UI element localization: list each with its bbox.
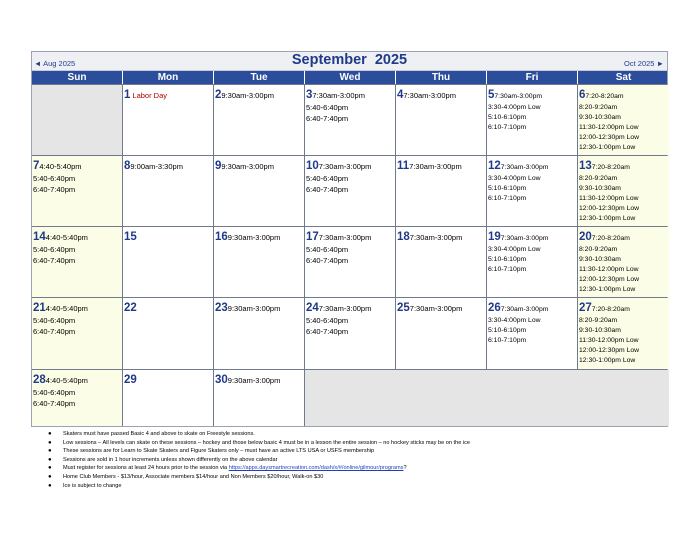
session-slot: 6:10-7:10pm xyxy=(488,266,527,273)
session-slot: 7:20-8:20am xyxy=(591,306,630,313)
note-item: ● Home Club Members - $13/hour, Associate members $14/hour and Non Members $20/hour, Walk-on $30 xyxy=(48,473,324,480)
day-number: 10 xyxy=(306,160,319,172)
session-list xyxy=(579,245,668,295)
note-item: ● Sessions are sold in 1 hour increments unless shown differently on the above calendar xyxy=(48,456,278,463)
day-cell[interactable] xyxy=(305,156,396,226)
session-slot: 5:40-6:40pm xyxy=(33,174,76,183)
calendar-title-bar xyxy=(32,52,667,71)
session-slot: 4:40-5:40pm xyxy=(45,304,88,313)
day-cell[interactable] xyxy=(214,298,305,369)
day-cell[interactable] xyxy=(396,227,487,297)
empty-day-cell xyxy=(305,370,669,426)
session-slot: 7:30am-3:00pm xyxy=(500,164,549,171)
note-item: ● Low sessions – All levels can skate on these sessions – hockey and those below basic 4 must be in a lesson the entire session – no hockey sticks may be on the ice xyxy=(48,439,471,446)
note-item: ● Skaters must have passed Basic 4 and above to skate on Freestyle sessions. xyxy=(48,431,255,437)
day-header xyxy=(488,298,576,316)
session-list xyxy=(488,174,576,204)
session-slot: 3:30-4:00pm Low xyxy=(488,317,541,324)
session-slot: 9:30-10:30am xyxy=(579,114,621,121)
day-cell[interactable] xyxy=(487,156,578,226)
session-slot: 7:20-8:20am xyxy=(585,93,624,100)
day-number: 19 xyxy=(488,231,501,243)
day-cell[interactable] xyxy=(214,85,305,155)
session-slot: 7:30am-3:00pm xyxy=(409,304,463,313)
day-cell[interactable] xyxy=(32,298,123,369)
session-slot: 5:40-6:40pm xyxy=(33,316,76,325)
week-row xyxy=(32,155,667,226)
dow-mon: Mon xyxy=(123,71,214,84)
session-slot: 4:40-5:40pm xyxy=(45,376,88,385)
day-header xyxy=(124,298,212,316)
session-slot: 9:30-10:30am xyxy=(579,185,621,192)
dow-sat: Sat xyxy=(615,72,632,83)
day-number: 14 xyxy=(33,231,46,243)
session-slot: 12:30-1:00pm Low xyxy=(579,215,636,222)
session-slot: 9:30am-3:00pm xyxy=(221,91,274,100)
session-slot: 8:20-9:20am xyxy=(579,175,618,182)
session-slot: 6:10-7:10pm xyxy=(488,337,527,344)
session-slot: 6:40-7:40pm xyxy=(306,255,349,265)
session-list xyxy=(488,245,576,275)
session-list xyxy=(33,388,121,409)
session-slot: 7:30am-3:00pm xyxy=(500,306,549,313)
day-header xyxy=(215,370,303,388)
day-number: 8 xyxy=(124,160,131,172)
day-number: 23 xyxy=(215,302,228,314)
day-number: 18 xyxy=(397,231,410,243)
session-slot: 6:40-7:40pm xyxy=(33,255,76,265)
session-slot: 12:00-12:30pm Low xyxy=(579,347,640,354)
day-number: 30 xyxy=(215,374,228,386)
session-slot: 7:30am-3:00pm xyxy=(312,91,365,100)
calendar xyxy=(31,51,668,427)
session-list xyxy=(33,245,121,266)
session-slot: 8:20-9:20am xyxy=(579,317,618,324)
day-number: 21 xyxy=(33,302,46,314)
week-row xyxy=(32,297,667,369)
week-row xyxy=(32,226,667,297)
day-cell[interactable] xyxy=(578,227,669,297)
day-cell[interactable] xyxy=(123,85,214,155)
day-number: 9 xyxy=(215,160,222,172)
day-cell[interactable] xyxy=(578,156,669,226)
session-slot: 5:40-6:40pm xyxy=(306,316,349,325)
day-header xyxy=(397,156,485,174)
day-header xyxy=(579,298,668,316)
bullet-icon: ● xyxy=(48,431,52,437)
day-number: 20 xyxy=(579,231,592,243)
session-slot: 6:10-7:10pm xyxy=(488,124,527,131)
day-header xyxy=(306,156,394,174)
session-slot: 5:40-6:40pm xyxy=(306,174,349,183)
session-slot: 12:00-12:30pm Low xyxy=(579,276,640,283)
session-slot: 9:00am-3:30pm xyxy=(130,162,183,171)
session-slot: 12:30-1:00pm Low xyxy=(579,286,636,293)
day-cell[interactable] xyxy=(305,227,396,297)
day-cell[interactable] xyxy=(578,298,669,369)
day-number: 1 xyxy=(124,89,131,101)
session-slot: 11:30-12:00pm Low xyxy=(579,266,639,273)
day-cell[interactable] xyxy=(123,156,214,226)
session-slot: 9:30-10:30am xyxy=(579,256,621,263)
empty-day-cell xyxy=(32,85,123,155)
note-item: ● Must register for sessions at least 24 hours prior to the session via https://apps.daysmartrecreation.com/dash/x/#/online/gilmour/programs? xyxy=(48,465,407,472)
session-slot: 5:10-6:10pm xyxy=(488,327,527,334)
session-slot: 11:30-12:00pm Low xyxy=(579,124,639,131)
session-slot: 6:40-7:40pm xyxy=(306,113,349,123)
session-slot: 9:30-10:30am xyxy=(579,327,621,334)
day-header xyxy=(215,298,303,316)
day-header xyxy=(33,227,121,245)
day-cell[interactable] xyxy=(487,85,578,155)
week-row xyxy=(32,369,667,426)
session-slot: 5:40-6:40pm xyxy=(33,388,76,397)
note-item: ● These sessions are for Learn to Skate Skaters and Figure Skaters only – must have an active LTS USA or USFS membership xyxy=(48,448,375,455)
session-slot: 12:30-1:00pm Low xyxy=(579,144,636,151)
session-slot: 12:30-1:00pm Low xyxy=(579,357,636,364)
session-list xyxy=(33,316,121,337)
session-slot: 7:30am-3:00pm xyxy=(318,304,372,313)
dow-thu: Thu xyxy=(396,71,487,84)
day-header xyxy=(488,85,576,103)
day-cell[interactable] xyxy=(305,298,396,369)
session-slot: 3:30-4:00pm Low xyxy=(488,104,541,111)
day-header xyxy=(488,227,576,245)
session-slot: 6:40-7:40pm xyxy=(306,184,349,194)
day-number: 13 xyxy=(579,160,592,172)
day-cell[interactable] xyxy=(396,156,487,226)
session-list xyxy=(306,174,394,195)
day-number: 28 xyxy=(33,374,46,386)
session-list xyxy=(579,103,668,153)
day-header xyxy=(579,156,668,174)
day-number: 15 xyxy=(124,231,137,243)
day-number: 17 xyxy=(306,231,319,243)
session-slot: 7:30am-3:00pm xyxy=(500,235,549,242)
session-slot: 9:30am-3:00pm xyxy=(227,376,281,385)
session-slot: 11:30-12:00pm Low xyxy=(579,337,639,344)
session-slot: 3:30-4:00pm Low xyxy=(488,175,541,182)
day-header xyxy=(579,85,668,103)
day-cell[interactable] xyxy=(396,298,487,369)
day-number: 22 xyxy=(124,302,137,314)
session-slot: 6:40-7:40pm xyxy=(306,326,349,336)
next-month-link[interactable]: Oct 2025 ► xyxy=(624,59,664,68)
session-slot: 12:00-12:30pm Low xyxy=(579,134,640,141)
day-cell[interactable] xyxy=(487,227,578,297)
dow-sun: Sun xyxy=(32,71,123,84)
bullet-icon: ● xyxy=(48,473,52,480)
day-number: 3 xyxy=(306,89,313,101)
prev-month-link[interactable]: ◄ Aug 2025 xyxy=(34,59,76,68)
notes-list xyxy=(48,430,668,490)
day-header xyxy=(397,298,485,316)
session-slot: 11:30-12:00pm Low xyxy=(579,195,639,202)
day-header xyxy=(397,85,485,103)
day-cell[interactable] xyxy=(123,298,214,369)
day-number: 29 xyxy=(124,374,137,386)
session-slot: 7:30am-3:00pm xyxy=(494,93,543,100)
session-slot: 9:30am-3:00pm xyxy=(227,233,281,242)
day-number: 5 xyxy=(488,89,495,101)
session-slot: 5:10-6:10pm xyxy=(488,114,527,121)
day-number: 26 xyxy=(488,302,501,314)
session-slot: 8:20-9:20am xyxy=(579,246,618,253)
session-slot: 7:30am-3:00pm xyxy=(318,233,372,242)
day-number: 25 xyxy=(397,302,410,314)
day-cell[interactable] xyxy=(214,156,305,226)
session-slot: 6:40-7:40pm xyxy=(33,326,76,336)
session-list xyxy=(579,316,668,366)
session-slot: 5:40-6:40pm xyxy=(306,103,349,112)
day-header xyxy=(397,227,485,245)
day-header xyxy=(124,227,212,245)
day-cell[interactable] xyxy=(214,370,305,426)
session-slot: 6:40-7:40pm xyxy=(33,398,76,408)
day-cell[interactable] xyxy=(305,85,396,155)
session-slot: 4:40-5:40pm xyxy=(45,233,88,242)
day-cell[interactable] xyxy=(578,85,669,155)
session-slot: 9:30am-3:00pm xyxy=(227,304,281,313)
session-slot: 6:10-7:10pm xyxy=(488,195,527,202)
day-header xyxy=(215,85,303,103)
day-number: 12 xyxy=(488,160,501,172)
bullet-icon: ● xyxy=(48,465,52,472)
day-number: 16 xyxy=(215,231,228,243)
day-header xyxy=(33,370,121,388)
day-cell[interactable] xyxy=(123,370,214,426)
day-number: 6 xyxy=(579,89,586,101)
session-slot: 12:00-12:30pm Low xyxy=(579,205,640,212)
day-of-week-header xyxy=(32,71,667,84)
day-header xyxy=(124,85,212,103)
day-header xyxy=(306,85,394,103)
session-slot: 7:30am-3:00pm xyxy=(318,162,372,171)
dow-tue: Tue xyxy=(214,71,305,84)
day-number: 2 xyxy=(215,89,222,101)
bullet-icon: ● xyxy=(48,439,52,446)
bullet-icon: ● xyxy=(48,482,52,489)
day-cell[interactable] xyxy=(214,227,305,297)
day-number: 27 xyxy=(579,302,592,314)
session-slot: 7:20-8:20am xyxy=(591,164,630,171)
day-number: 7 xyxy=(33,160,40,172)
month-title: September 2025 xyxy=(291,52,408,68)
day-cell[interactable] xyxy=(396,85,487,155)
day-header xyxy=(124,156,212,174)
day-cell[interactable] xyxy=(123,227,214,297)
day-header xyxy=(33,298,121,316)
holiday-label: Labor Day xyxy=(132,91,168,100)
day-header xyxy=(306,298,394,316)
calendar-grid xyxy=(32,84,667,426)
session-slot: 9:30am-3:00pm xyxy=(221,162,274,171)
bullet-icon: ● xyxy=(48,448,52,455)
day-cell[interactable] xyxy=(32,370,123,426)
session-list xyxy=(488,103,576,133)
registration-link[interactable]: https://apps.daysmartrecreation.com/dash/x/#/online/gilmour/programs xyxy=(228,465,404,472)
day-header xyxy=(124,370,212,388)
session-slot: 7:30am-3:00pm xyxy=(409,233,463,242)
session-slot: 5:40-6:40pm xyxy=(33,245,76,254)
session-list xyxy=(579,174,668,224)
week-row xyxy=(32,84,667,155)
day-header xyxy=(579,227,668,245)
day-cell[interactable] xyxy=(32,156,123,226)
session-slot: 6:40-7:40pm xyxy=(33,184,76,194)
session-list xyxy=(306,245,394,266)
dow-fri: Fri xyxy=(487,71,578,84)
session-slot: 7:30am-3:00pm xyxy=(409,162,462,171)
day-number: 4 xyxy=(397,89,404,101)
dow-wed: Wed xyxy=(305,71,396,84)
session-list xyxy=(488,316,576,346)
session-slot: 5:40-6:40pm xyxy=(306,245,349,254)
session-slot: 3:30-4:00pm Low xyxy=(488,246,541,253)
session-list xyxy=(306,103,394,124)
session-slot: 7:20-8:20am xyxy=(591,235,630,242)
day-cell[interactable] xyxy=(487,298,578,369)
session-slot: 4:40-5:40pm xyxy=(39,162,82,171)
session-slot: 5:10-6:10pm xyxy=(488,256,527,263)
day-header xyxy=(488,156,576,174)
session-slot: 7:30am-3:00pm xyxy=(403,91,456,100)
day-header xyxy=(306,227,394,245)
day-header xyxy=(215,156,303,174)
day-header xyxy=(215,227,303,245)
note-item: ● Ice is subject to change xyxy=(48,482,122,489)
session-slot: 5:10-6:10pm xyxy=(488,185,527,192)
session-list xyxy=(306,316,394,337)
day-number: 11 xyxy=(397,160,410,172)
bullet-icon: ● xyxy=(48,456,52,463)
day-header xyxy=(33,156,121,174)
session-list xyxy=(33,174,121,195)
day-number: 24 xyxy=(306,302,319,314)
day-cell[interactable] xyxy=(32,227,123,297)
session-slot: 8:20-9:20am xyxy=(579,104,618,111)
